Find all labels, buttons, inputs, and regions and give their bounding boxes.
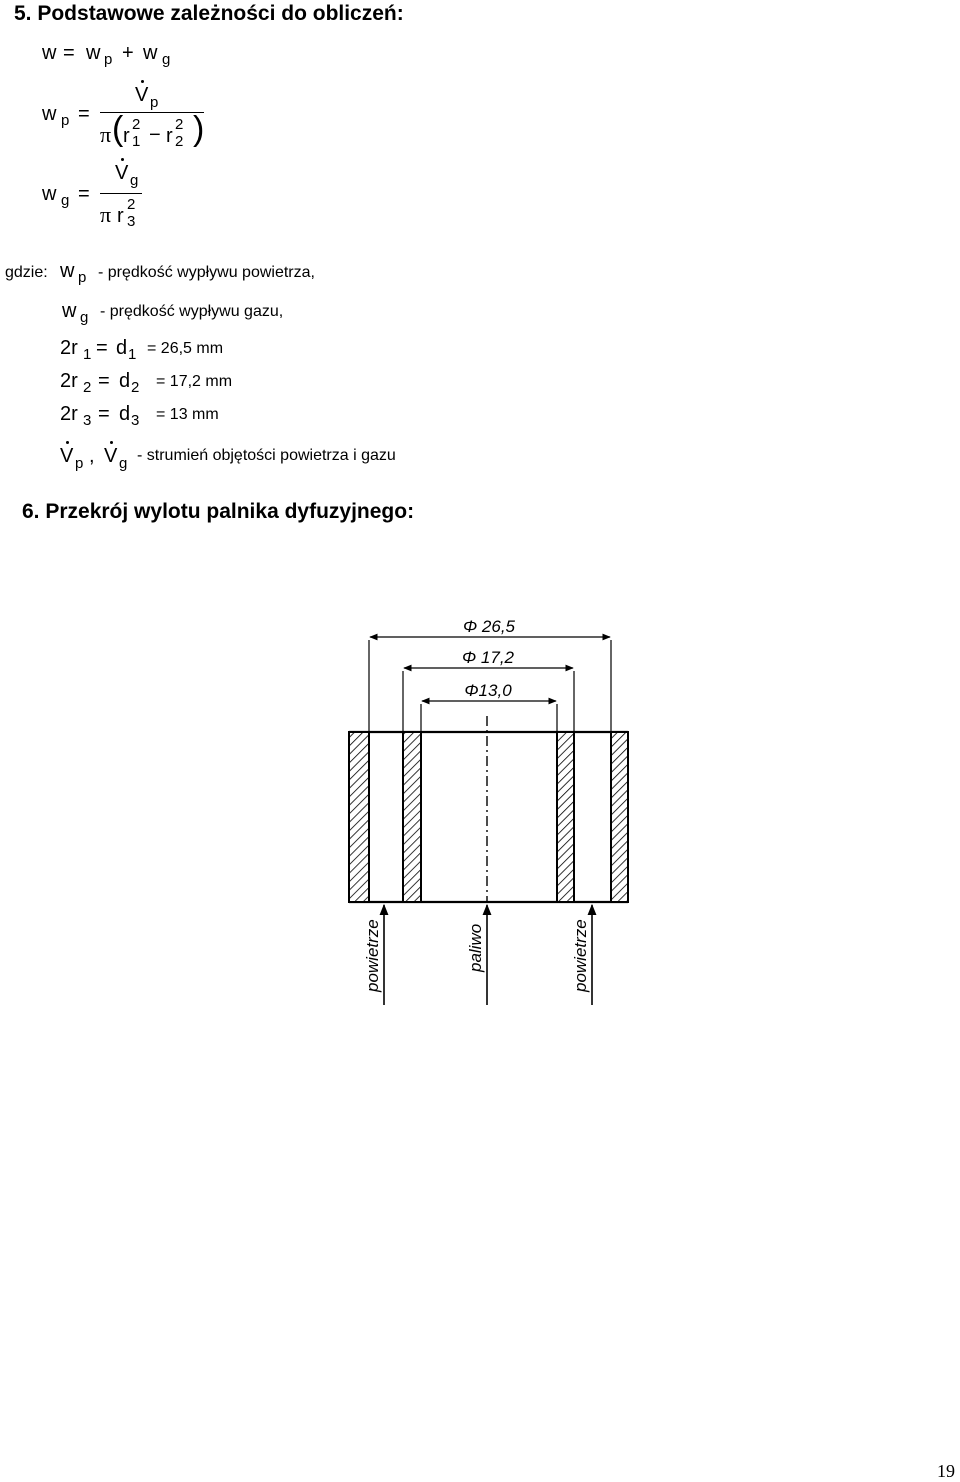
dimension-outer bbox=[369, 617, 611, 732]
eq2-r2: r bbox=[166, 125, 173, 147]
eq2-r1-sup: 2 bbox=[132, 116, 141, 133]
dim-inner-label: Φ13,0 bbox=[464, 681, 512, 700]
eq2-minus: − bbox=[149, 124, 161, 146]
section-5-heading: 5. Podstawowe zależności do obliczeń: bbox=[14, 2, 404, 25]
page-number: 19 bbox=[937, 1461, 955, 1481]
def-wp-sub: p bbox=[78, 269, 87, 286]
dim-middle-label: Φ 17,2 bbox=[461, 648, 515, 667]
eq1-equals: = bbox=[63, 42, 75, 64]
eq2-numerator: V bbox=[135, 84, 149, 106]
eq2-r1: r bbox=[123, 125, 130, 147]
def-row2-d: d bbox=[119, 370, 131, 392]
def-row1-lhs: 2r bbox=[60, 337, 78, 359]
def-row2-value: = 17,2 mm bbox=[156, 373, 233, 390]
def-row2-lhs: 2r bbox=[60, 370, 78, 392]
inner-wall-left bbox=[403, 732, 421, 902]
eq2-pi: π bbox=[100, 122, 112, 147]
def-row3-value: = 13 mm bbox=[156, 406, 219, 423]
def-row3-equals: = bbox=[98, 403, 110, 425]
dim-outer-label: Φ 26,5 bbox=[462, 617, 516, 636]
eq3-pi: π bbox=[100, 202, 112, 227]
flow-comma: , bbox=[89, 445, 95, 467]
def-row1-value: = 26,5 mm bbox=[147, 340, 224, 357]
dimension-inner bbox=[421, 681, 557, 732]
eq3-lhs: w bbox=[42, 183, 57, 205]
eq1-wg: w bbox=[143, 42, 158, 64]
flow-v2-sub: g bbox=[119, 455, 128, 472]
eq1-wp-sub: p bbox=[104, 51, 113, 68]
def-wp-symbol: w bbox=[60, 260, 75, 282]
label-fuel: paliwo bbox=[466, 923, 485, 972]
def-wp-text: - prędkość wypływu powietrza, bbox=[98, 264, 315, 281]
eq3-r: r bbox=[117, 205, 124, 227]
def-row2-d-sub: 2 bbox=[131, 379, 140, 396]
eq3-r-sup: 2 bbox=[127, 196, 136, 213]
eq2-lhs: w bbox=[42, 103, 57, 125]
label-air-left: powietrze bbox=[363, 919, 382, 992]
outer-wall-left bbox=[349, 732, 369, 902]
eq2-r2-sup: 2 bbox=[175, 116, 184, 133]
label-air-right: powietrze bbox=[571, 919, 590, 992]
eq2-numerator-sub: p bbox=[150, 94, 159, 111]
flow-v2: V bbox=[104, 445, 118, 467]
definitions-prefix: gdzie: bbox=[5, 264, 48, 281]
eq2-r2-sub: 2 bbox=[175, 133, 184, 150]
eq2-equals: = bbox=[78, 103, 90, 125]
eq3-numerator-sub: g bbox=[130, 172, 139, 189]
flow-text: - strumień objętości powietrza i gazu bbox=[137, 447, 396, 464]
flow-v1-sub: p bbox=[75, 455, 84, 472]
eq1-wg-sub: g bbox=[162, 51, 171, 68]
def-row2-equals: = bbox=[98, 370, 110, 392]
def-row1-d-sub: 1 bbox=[128, 346, 137, 363]
eq2-lhs-sub: p bbox=[61, 112, 70, 129]
eq3-equals: = bbox=[78, 183, 90, 205]
def-row3-lhs: 2r bbox=[60, 403, 78, 425]
def-row3-d-sub: 3 bbox=[131, 412, 140, 429]
outer-wall-right bbox=[611, 732, 628, 902]
flow-v1: V bbox=[60, 445, 74, 467]
eq3-r-sub: 3 bbox=[127, 213, 136, 230]
def-row3-lhs-sub: 3 bbox=[83, 412, 92, 429]
eq3-lhs-sub: g bbox=[61, 192, 70, 209]
inner-wall-right bbox=[557, 732, 574, 902]
def-wg-symbol: w bbox=[62, 300, 77, 322]
eq3-numerator: V bbox=[115, 162, 129, 184]
eq1-plus: + bbox=[122, 42, 134, 64]
def-row3-d: d bbox=[119, 403, 131, 425]
def-wg-text: - prędkość wypływu gazu, bbox=[100, 303, 284, 320]
def-row1-equals: = bbox=[96, 337, 108, 359]
def-row2-lhs-sub: 2 bbox=[83, 379, 92, 396]
eq2-r1-sub: 1 bbox=[132, 133, 141, 150]
eq2-lparen: ( bbox=[112, 110, 124, 148]
def-row1-lhs-sub: 1 bbox=[83, 346, 92, 363]
section-6-heading: 6. Przekrój wylotu palnika dyfuzyjnego: bbox=[22, 500, 415, 523]
eq2-rparen: ) bbox=[193, 110, 205, 148]
eq1-w: w bbox=[42, 42, 57, 64]
def-row1-d: d bbox=[116, 337, 128, 359]
eq1-wp: w bbox=[86, 42, 101, 64]
def-wg-sub: g bbox=[80, 309, 89, 326]
